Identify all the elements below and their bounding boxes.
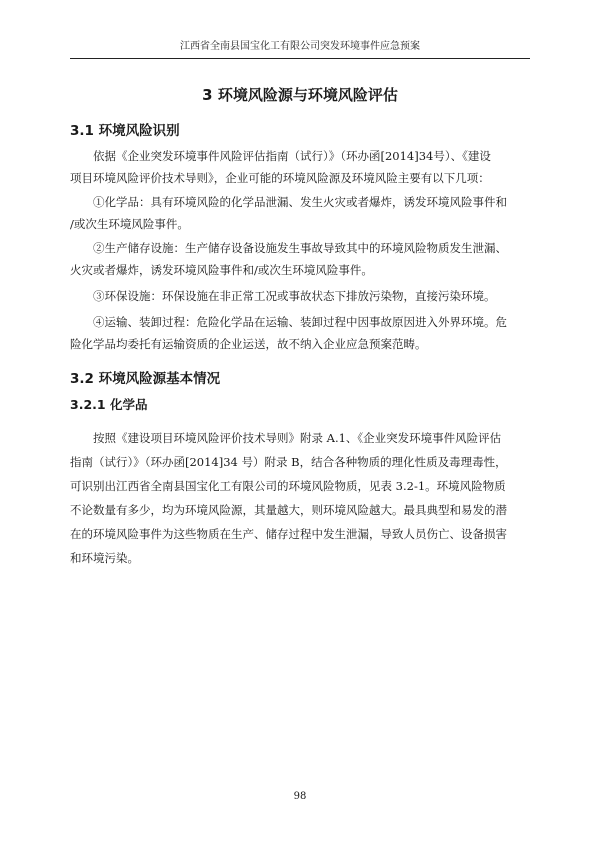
text-line: ④运输、装卸过程：危险化学品在运输、装卸过程中因事故原因进入外界环境。危 bbox=[93, 315, 507, 329]
text-line: 在的环境风险事件为这些物质在生产、储存过程中发生泄漏，导致人员伤亡、设备损害 bbox=[70, 527, 507, 541]
page-number: 98 bbox=[293, 791, 307, 802]
text-line: /或次生环境风险事件。 bbox=[70, 217, 189, 231]
text-line: 按照《建设项目环境风险评价技术导则》附录 A.1、《企业突发环境事件风险评估 bbox=[93, 431, 502, 445]
text-line: 指南（试行）》（环办函[2014]34 号）附录 B，结合各种物质的理化性质及毒理毒性， bbox=[70, 455, 507, 469]
header-title: 江西省全南县国宝化工有限公司突发环境事件应急预案 bbox=[180, 41, 420, 52]
text-line: 可识别出江西省全南县国宝化工有限公司的环境风险物质，见表 3.2-1。环境风险物质 bbox=[70, 479, 506, 493]
text-line: ③环保设施：环保设施在非正常工况或事故状态下排放污染物，直接污染环境。 bbox=[93, 289, 496, 303]
section-heading: 3.1 环境风险识别 bbox=[70, 123, 180, 139]
text-line: 不论数量有多少，均为环境风险源，其量越大，则环境风险越大。最具典型和易发的潜 bbox=[70, 503, 507, 517]
text-line: 依据《企业突发环境事件风险评估指南（试行）》（环办函[2014]34号）、《建设 bbox=[93, 149, 491, 163]
text-line: ②生产储存设施：生产储存设备设施发生事故导致其中的环境风险物质发生泄漏、 bbox=[93, 241, 507, 255]
text-line: 项目环境风险评价技术导则》，企业可能的环境风险源及环境风险主要有以下几项： bbox=[70, 171, 490, 185]
subsection-heading: 3.2.1 化学品 bbox=[70, 397, 148, 412]
chapter-title: 3 环境风险源与环境风险评估 bbox=[202, 86, 398, 104]
text-line: 险化学品均委托有运输资质的企业运送，故不纳入企业应急预案范畴。 bbox=[70, 337, 427, 351]
text-line: 火灾或者爆炸，诱发环境风险事件和/或次生环境风险事件。 bbox=[70, 263, 373, 277]
text-line: 和环境污染。 bbox=[70, 551, 139, 565]
section-heading: 3.2 环境风险源基本情况 bbox=[70, 371, 221, 387]
header-divider bbox=[70, 58, 530, 59]
text-line: ①化学品：具有环境风险的化学品泄漏、发生火灾或者爆炸，诱发环境风险事件和 bbox=[93, 195, 507, 209]
